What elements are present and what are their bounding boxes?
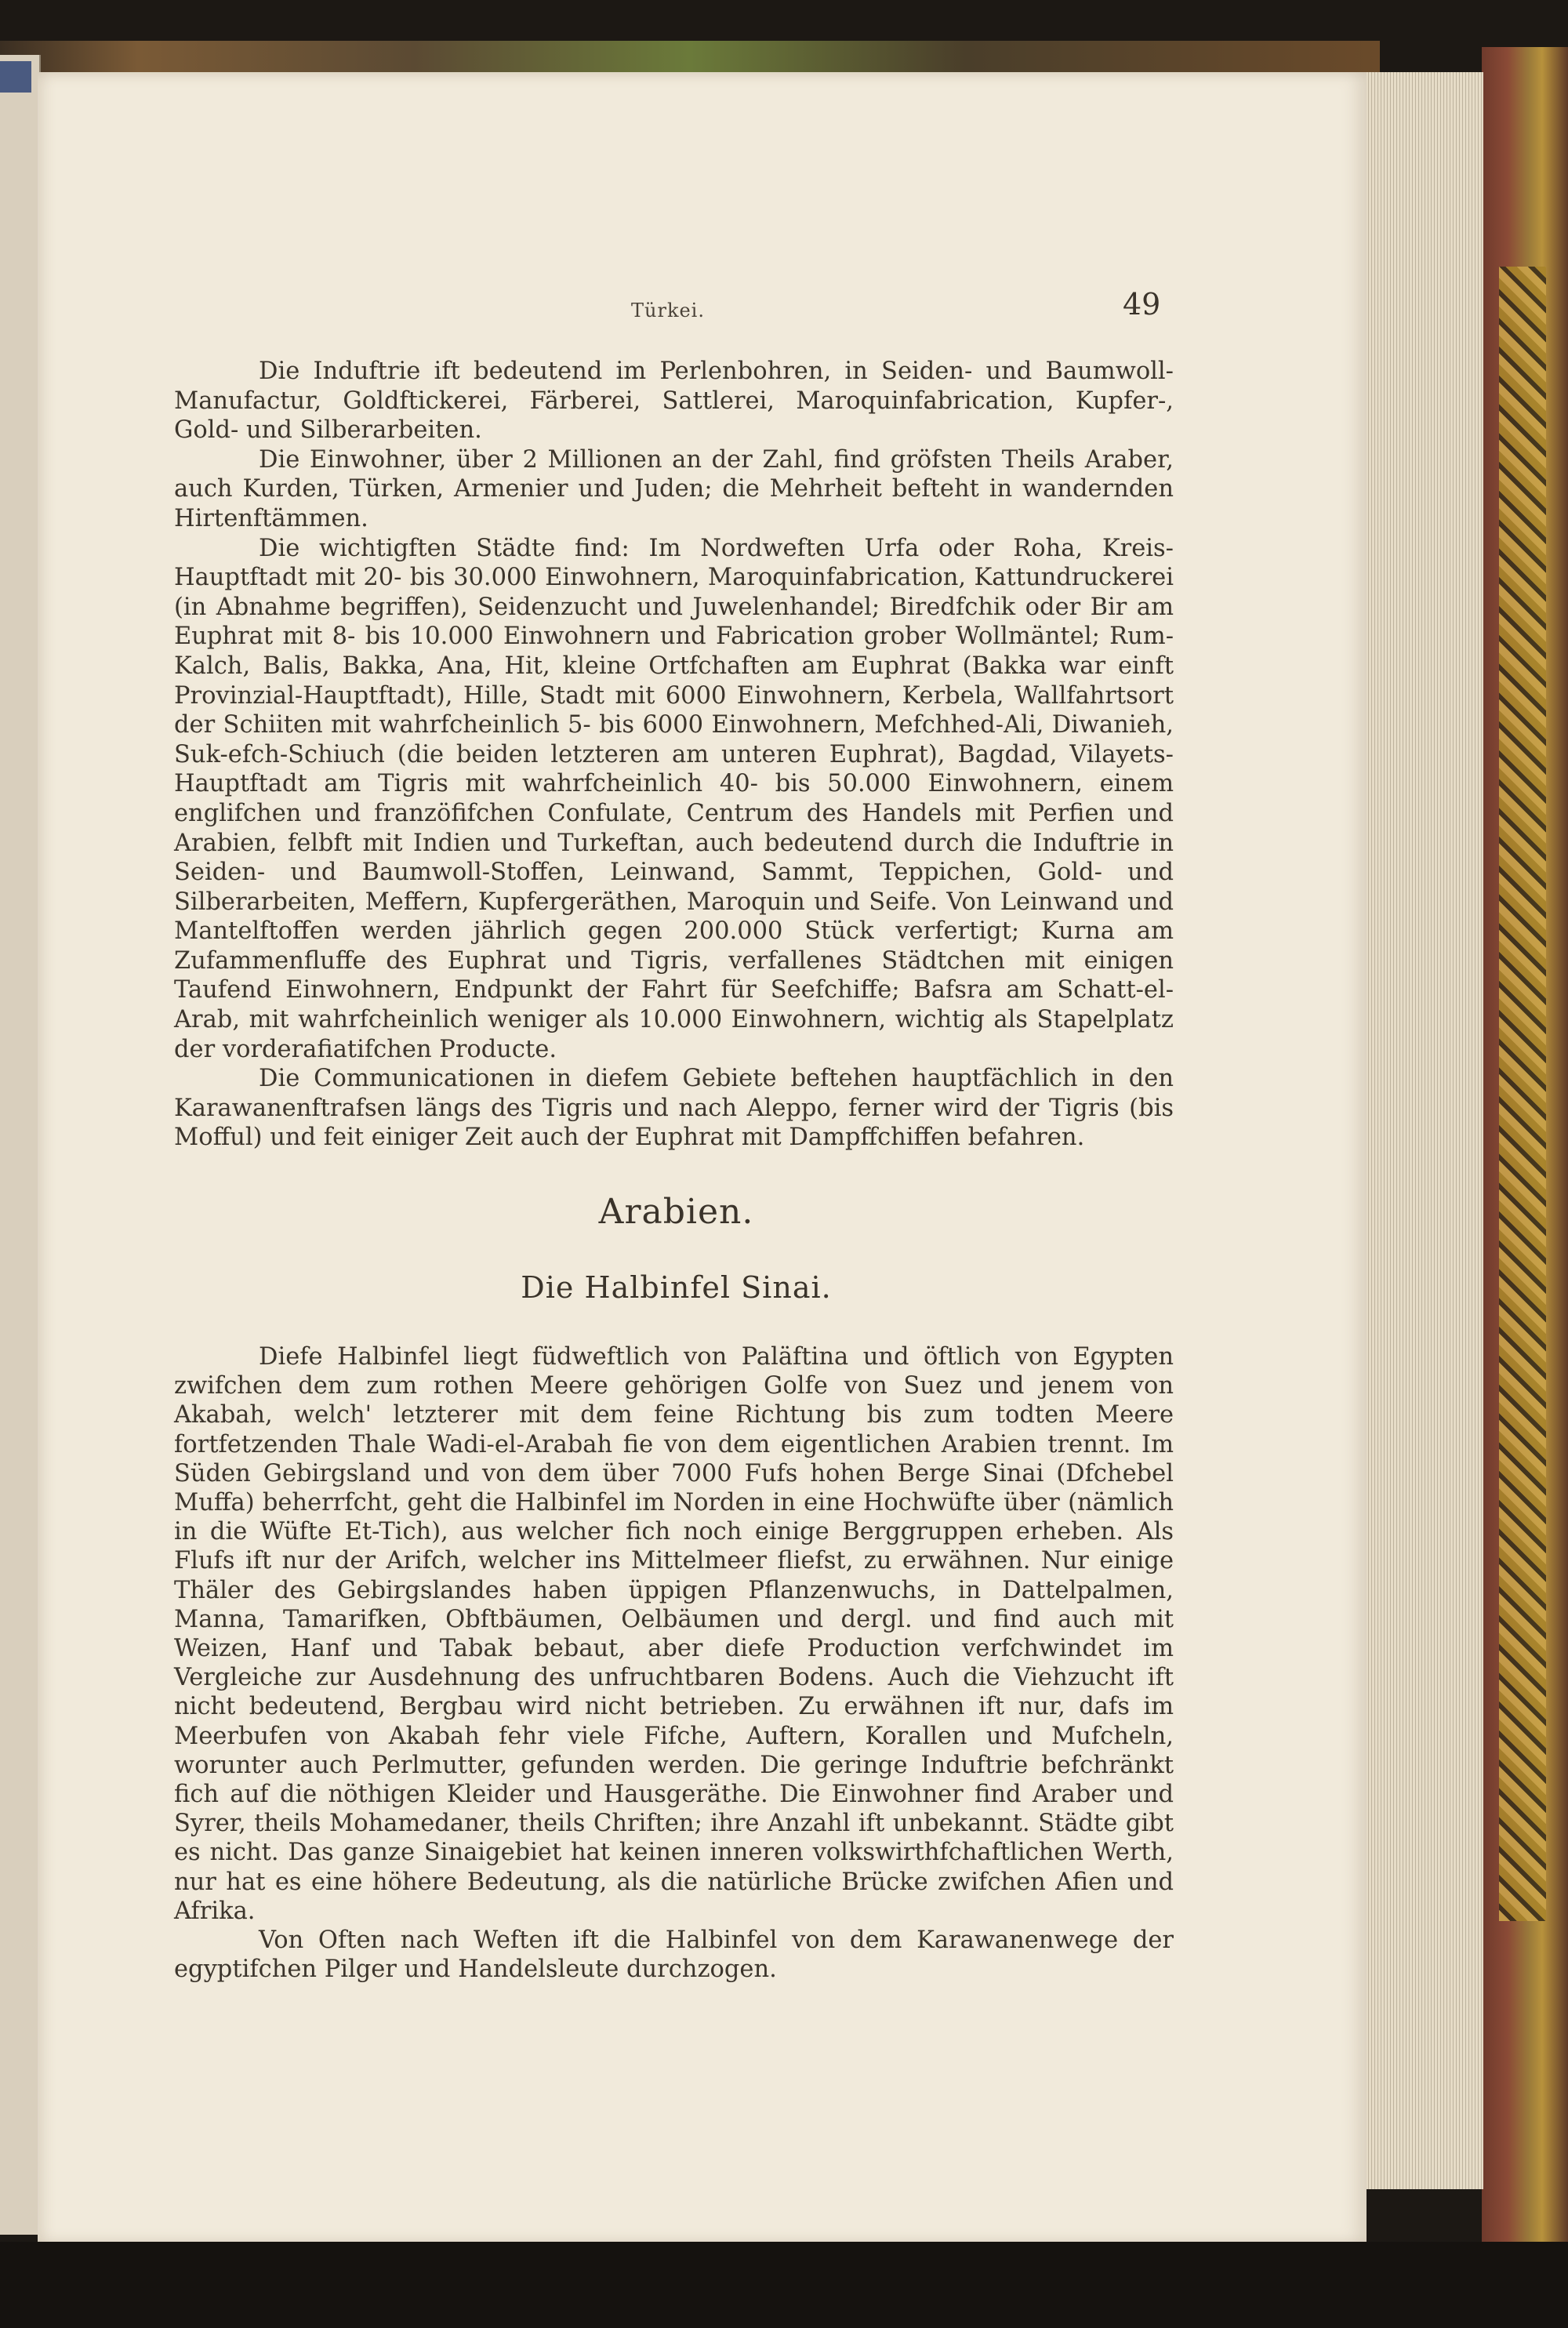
marbled-cover-pattern <box>1499 267 1546 1921</box>
background-bottom <box>0 2242 1568 2328</box>
paragraph: Die Einwohner, über 2 Millionen an der Zahl, find gröfsten Theils Araber, auch Kurden, Türken, Armenier und Juden; die Mehrheit befteht in wandernden Hirtenftämmen. <box>174 445 1174 532</box>
turkey-text-block <box>174 357 1174 1153</box>
left-page-edge <box>0 55 41 2235</box>
section-heading: Arabien. <box>598 1192 754 1232</box>
subsection-heading: Die Halbinfel Sinai. <box>521 1270 832 1305</box>
paragraph: Von Often nach Weften ift die Halbinfel von dem Karawanenwege der egyptifchen Pilger und Handelsleute durchzogen. <box>174 1927 1174 1984</box>
paragraph: Die wichtigften Städte find: Im Nordweften Urfa oder Roha, Kreis-Hauptftadt mit 20- bis 30.000 Einwohnern, Maroquinfabrication, Kattundruckerei (in Abnahme begriffen), Seidenzucht und Juwelenhandel; Biredfchik oder Bir am Euphrat mit 8- bis 10.000 Einwohnern und Fabrication grober Wollmäntel; Rum-Kalch, Balis, Bakka, Ana, Hit, kleine Ortfchaften am Euphrat (Bakka war einft Provinzial-Hauptftadt), Hille, Stadt mit 6000 Einwohnern, Kerbela, Wallfahrtsort der Schiiten mit wahrfcheinlich 5- bis 6000 Einwohnern, Mefchhed-Ali, Diwanieh, Suk-efch-Schiuch (die beiden letzteren am unteren Euphrat), Bagdad, Vilayets-Hauptftadt am Tigris mit wahrfcheinlich 40- bis 50.000 Einwohnern, einem englifchen und franzöfifchen Confulate, Centrum des Handels mit Perfien und Arabien, felbft mit Indien und Turkeftan, auch bedeutend durch die Induftrie in Seiden- und Baumwoll-Stoffen, Leinwand, Sammt, Teppichen, Gold- und Silberarbeiten, Meffern, Kupfergeräthen, Maroquin und Seife. Von Leinwand und Mantelftoffen werden jährlich gegen 200.000 Stück verfertigt; Kurna am Zufammenfluffe des Euphrat und Tigris, verfallenes Städtchen mit einigen Taufend Einwohnern, Endpunkt der Fahrt für Seefchiffe; Bafsra am Schatt-el-Arab, mit wahrfcheinlich weniger als 10.000 Einwohnern, wichtig als Stapelplatz der vorderafiatifchen Producte. <box>174 534 1174 1063</box>
sinai-text-block <box>174 1342 1174 1984</box>
page-number: 49 <box>1123 287 1161 321</box>
bookmark-ribbon <box>0 61 31 93</box>
paragraph: Diefe Halbinfel liegt füdweftlich von Paläftina und öftlich von Egypten zwifchen dem zum rothen Meere gehörigen Golfe von Suez und jenem von Akabah, welch' letzterer mit dem feine Richtung bis zum todten Meere fortfetzenden Thale Wadi-el-Arabah fie von dem eigentlichen Arabien trennt. Im Süden Gebirgsland und von dem über 7000 Fufs hohen Berge Sinai (Dfchebel Muffa) beherrfcht, geht die Halbinfel im Norden in eine Hochwüfte über (nämlich in die Wüfte Et-Tich), aus welcher fich noch einige Berggruppen erheben. Als Flufs ift nur der Arifch, welcher ins Mittelmeer fliefst, zu erwähnen. Nur einige Thäler des Gebirgslandes haben üppigen Pflanzenwuchs, in Dattelpalmen, Manna, Tamarifken, Obftbäumen, Oelbäumen und dergl. und find auch mit Weizen, Hanf und Tabak bebaut, aber diefe Production verfchwindet im Vergleiche zur Ausdehnung des unfruchtbaren Bodens. Auch die Viehzucht ift nicht bedeutend, Bergbau wird nicht betrieben. Zu erwähnen ift nur, dafs im Meerbufen von Akabah fehr viele Fifche, Auftern, Korallen und Mufcheln, worunter auch Perlmutter, gefunden werden. Die geringe Induftrie befchränkt fich auf die nöthigen Kleider und Hausgeräthe. Die Einwohner find Araber und Syrer, theils Mohamedaner, theils Chriften; ihre Anzahl ift unbekannt. Städte gibt es nicht. Das ganze Sinaigebiet hat keinen inneren volkswirthfchaftlichen Werth, nur hat es eine höhere Bedeutung, als die natürliche Brücke zwifchen Afien und Afrika. <box>174 1343 1174 1925</box>
running-head: Türkei. <box>631 300 705 321</box>
paragraph: Die Induftrie ift bedeutend im Perlenbohren, in Seiden- und Baumwoll-Manufactur, Goldftickerei, Färberei, Sattlerei, Maroquinfabrication, Kupfer-, Gold- und Silberarbeiten. <box>174 358 1174 445</box>
page-stack-edge <box>1364 72 1483 2189</box>
paragraph: Die Communicationen in diefem Gebiete beftehen hauptfächlich in den Karawanenftrafsen längs des Tigris und nach Aleppo, ferner wird der Tigris (bis Mofful) und feit einiger Zeit auch der Euphrat mit Dampffchiffen befahren. <box>174 1065 1174 1152</box>
